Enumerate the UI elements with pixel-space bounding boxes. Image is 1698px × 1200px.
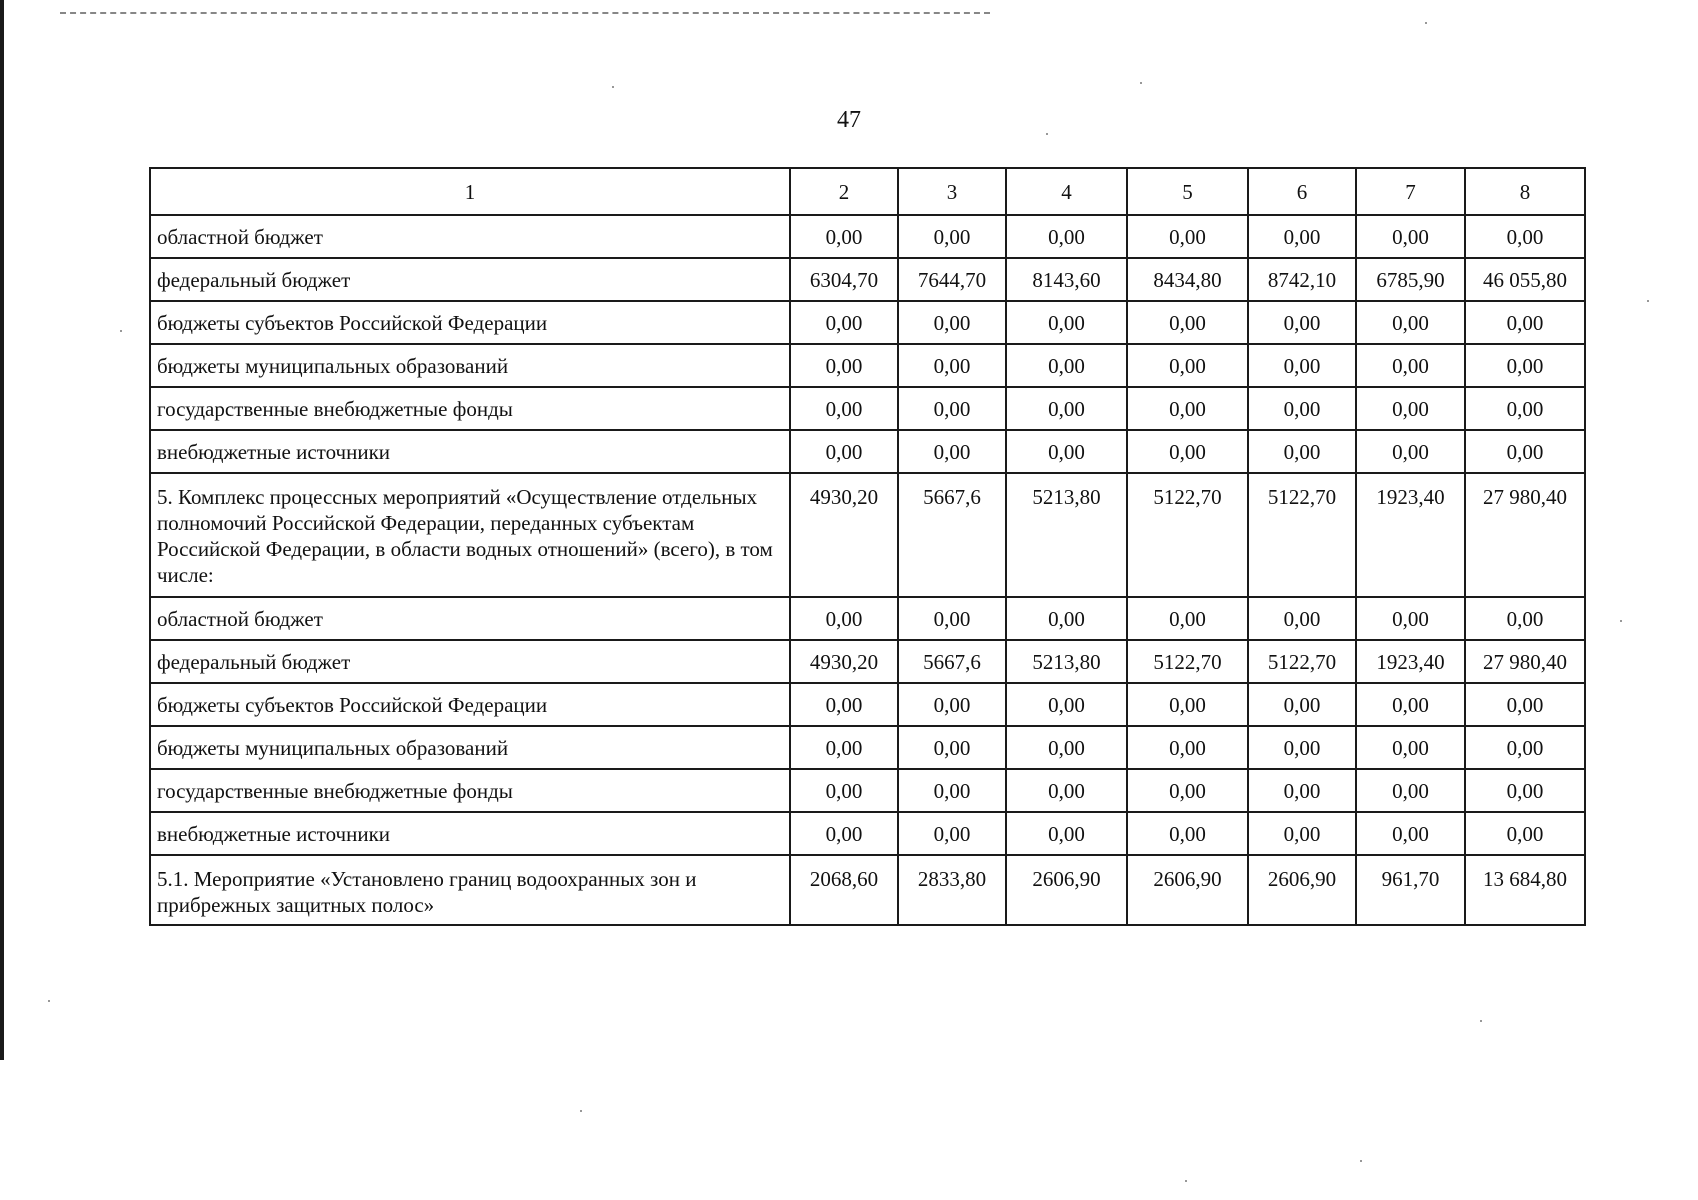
value-cell: 0,00 — [1356, 215, 1465, 258]
value-cell: 0,00 — [1006, 597, 1127, 640]
value-cell: 0,00 — [1006, 215, 1127, 258]
value-cell: 0,00 — [1465, 683, 1585, 726]
scan-speck — [120, 330, 122, 332]
table-row-section — [150, 473, 1585, 597]
table-header-row — [150, 168, 1585, 215]
value-cell: 0,00 — [1127, 387, 1248, 430]
value-cell: 0,00 — [1356, 301, 1465, 344]
value-cell: 0,00 — [898, 215, 1006, 258]
value-cell: 4930,20 — [790, 473, 898, 597]
header-cell: 7 — [1356, 168, 1465, 215]
value-cell: 0,00 — [1127, 597, 1248, 640]
value-cell: 0,00 — [1127, 769, 1248, 812]
value-cell: 0,00 — [1465, 344, 1585, 387]
scan-speck — [1046, 133, 1048, 135]
scan-speck — [1647, 300, 1649, 302]
value-cell: 0,00 — [1006, 344, 1127, 387]
value-cell: 27 980,40 — [1465, 640, 1585, 683]
value-cell: 0,00 — [898, 387, 1006, 430]
page-number: 47 — [837, 107, 861, 133]
value-cell: 0,00 — [1248, 769, 1356, 812]
value-cell: 46 055,80 — [1465, 258, 1585, 301]
value-cell: 0,00 — [1248, 726, 1356, 769]
scan-line — [60, 12, 990, 14]
value-cell: 5122,70 — [1248, 473, 1356, 597]
row-label: внебюджетные источники — [150, 812, 790, 855]
value-cell: 0,00 — [1006, 301, 1127, 344]
value-cell: 0,00 — [1006, 387, 1127, 430]
value-cell: 0,00 — [1127, 301, 1248, 344]
header-cell: 1 — [150, 168, 790, 215]
value-cell: 0,00 — [1465, 387, 1585, 430]
value-cell: 0,00 — [1356, 683, 1465, 726]
row-label-section: 5. Комплекс процессных мероприятий «Осуществление отдельных полномочий Российской Федерации, переданных субъектам Российской Федерации, в области водных отношений» (всего), в том числе: — [150, 473, 790, 597]
value-cell: 2068,60 — [790, 855, 898, 925]
header-cell: 2 — [790, 168, 898, 215]
value-cell: 0,00 — [1127, 726, 1248, 769]
value-cell: 8434,80 — [1127, 258, 1248, 301]
table-row — [150, 301, 1585, 344]
value-cell: 0,00 — [1248, 812, 1356, 855]
budget-table — [149, 167, 1586, 926]
value-cell: 0,00 — [1006, 769, 1127, 812]
table-row — [150, 812, 1585, 855]
value-cell: 2606,90 — [1006, 855, 1127, 925]
table-row — [150, 387, 1585, 430]
value-cell: 0,00 — [1127, 215, 1248, 258]
header-cell: 8 — [1465, 168, 1585, 215]
scan-speck — [1480, 1020, 1482, 1022]
value-cell: 0,00 — [898, 597, 1006, 640]
value-cell: 0,00 — [898, 812, 1006, 855]
value-cell: 2833,80 — [898, 855, 1006, 925]
row-label: федеральный бюджет — [150, 640, 790, 683]
value-cell: 0,00 — [790, 597, 898, 640]
value-cell: 0,00 — [1127, 344, 1248, 387]
row-label: внебюджетные источники — [150, 430, 790, 473]
row-label: бюджеты субъектов Российской Федерации — [150, 301, 790, 344]
row-label: государственные внебюджетные фонды — [150, 769, 790, 812]
value-cell: 0,00 — [898, 683, 1006, 726]
value-cell: 0,00 — [1006, 726, 1127, 769]
header-cell: 4 — [1006, 168, 1127, 215]
scan-speck — [1620, 620, 1622, 622]
value-cell: 0,00 — [1248, 215, 1356, 258]
value-cell: 0,00 — [898, 301, 1006, 344]
value-cell: 0,00 — [790, 430, 898, 473]
value-cell: 0,00 — [1006, 812, 1127, 855]
value-cell: 5122,70 — [1127, 473, 1248, 597]
value-cell: 0,00 — [1248, 683, 1356, 726]
value-cell: 13 684,80 — [1465, 855, 1585, 925]
table-row — [150, 258, 1585, 301]
value-cell: 0,00 — [1127, 683, 1248, 726]
value-cell: 0,00 — [1465, 301, 1585, 344]
table-row — [150, 769, 1585, 812]
header-cell: 6 — [1248, 168, 1356, 215]
value-cell: 0,00 — [790, 726, 898, 769]
table-row — [150, 640, 1585, 683]
value-cell: 0,00 — [1356, 344, 1465, 387]
value-cell: 0,00 — [898, 430, 1006, 473]
value-cell: 1923,40 — [1356, 640, 1465, 683]
value-cell: 8742,10 — [1248, 258, 1356, 301]
value-cell: 6785,90 — [1356, 258, 1465, 301]
table-row — [150, 726, 1585, 769]
value-cell: 0,00 — [1465, 812, 1585, 855]
value-cell: 0,00 — [1356, 387, 1465, 430]
value-cell: 0,00 — [1248, 597, 1356, 640]
value-cell: 0,00 — [1465, 597, 1585, 640]
header-cell: 3 — [898, 168, 1006, 215]
value-cell: 0,00 — [1248, 387, 1356, 430]
row-label: бюджеты муниципальных образований — [150, 726, 790, 769]
row-label: областной бюджет — [150, 597, 790, 640]
scan-edge — [0, 0, 4, 1060]
scan-speck — [1140, 82, 1142, 84]
value-cell: 0,00 — [1248, 430, 1356, 473]
table-row-activity — [150, 855, 1585, 925]
scan-speck — [1425, 22, 1427, 24]
value-cell: 5667,6 — [898, 640, 1006, 683]
value-cell: 961,70 — [1356, 855, 1465, 925]
value-cell: 0,00 — [1465, 215, 1585, 258]
value-cell: 5213,80 — [1006, 473, 1127, 597]
value-cell: 0,00 — [790, 812, 898, 855]
value-cell: 1923,40 — [1356, 473, 1465, 597]
value-cell: 0,00 — [1356, 430, 1465, 473]
value-cell: 5213,80 — [1006, 640, 1127, 683]
row-label: федеральный бюджет — [150, 258, 790, 301]
value-cell: 0,00 — [898, 344, 1006, 387]
value-cell: 0,00 — [1006, 430, 1127, 473]
value-cell: 0,00 — [790, 387, 898, 430]
scan-speck — [1360, 1160, 1362, 1162]
value-cell: 0,00 — [790, 344, 898, 387]
value-cell: 5122,70 — [1127, 640, 1248, 683]
table-row — [150, 597, 1585, 640]
scan-speck — [580, 1110, 582, 1112]
table-row — [150, 344, 1585, 387]
value-cell: 0,00 — [898, 769, 1006, 812]
value-cell: 6304,70 — [790, 258, 898, 301]
value-cell: 0,00 — [1356, 769, 1465, 812]
value-cell: 0,00 — [1006, 683, 1127, 726]
value-cell: 2606,90 — [1248, 855, 1356, 925]
table-row — [150, 430, 1585, 473]
scan-speck — [612, 86, 614, 88]
value-cell: 0,00 — [790, 301, 898, 344]
table-row — [150, 215, 1585, 258]
scan-speck — [1185, 1180, 1187, 1182]
value-cell: 0,00 — [1465, 769, 1585, 812]
value-cell: 5122,70 — [1248, 640, 1356, 683]
row-label-activity: 5.1. Мероприятие «Установлено границ водоохранных зон и прибрежных защитных полос» — [150, 855, 790, 925]
value-cell: 5667,6 — [898, 473, 1006, 597]
row-label: государственные внебюджетные фонды — [150, 387, 790, 430]
row-label: бюджеты муниципальных образований — [150, 344, 790, 387]
value-cell: 0,00 — [1127, 430, 1248, 473]
value-cell: 0,00 — [898, 726, 1006, 769]
value-cell: 0,00 — [1465, 726, 1585, 769]
value-cell: 2606,90 — [1127, 855, 1248, 925]
value-cell: 0,00 — [790, 683, 898, 726]
value-cell: 0,00 — [1248, 301, 1356, 344]
value-cell: 0,00 — [1465, 430, 1585, 473]
value-cell: 8143,60 — [1006, 258, 1127, 301]
value-cell: 0,00 — [790, 769, 898, 812]
value-cell: 7644,70 — [898, 258, 1006, 301]
value-cell: 0,00 — [1248, 344, 1356, 387]
header-cell: 5 — [1127, 168, 1248, 215]
scan-speck — [48, 1000, 50, 1002]
value-cell: 0,00 — [1356, 812, 1465, 855]
row-label: областной бюджет — [150, 215, 790, 258]
value-cell: 4930,20 — [790, 640, 898, 683]
value-cell: 27 980,40 — [1465, 473, 1585, 597]
value-cell: 0,00 — [1127, 812, 1248, 855]
table-row — [150, 683, 1585, 726]
value-cell: 0,00 — [1356, 597, 1465, 640]
row-label: бюджеты субъектов Российской Федерации — [150, 683, 790, 726]
value-cell: 0,00 — [790, 215, 898, 258]
value-cell: 0,00 — [1356, 726, 1465, 769]
